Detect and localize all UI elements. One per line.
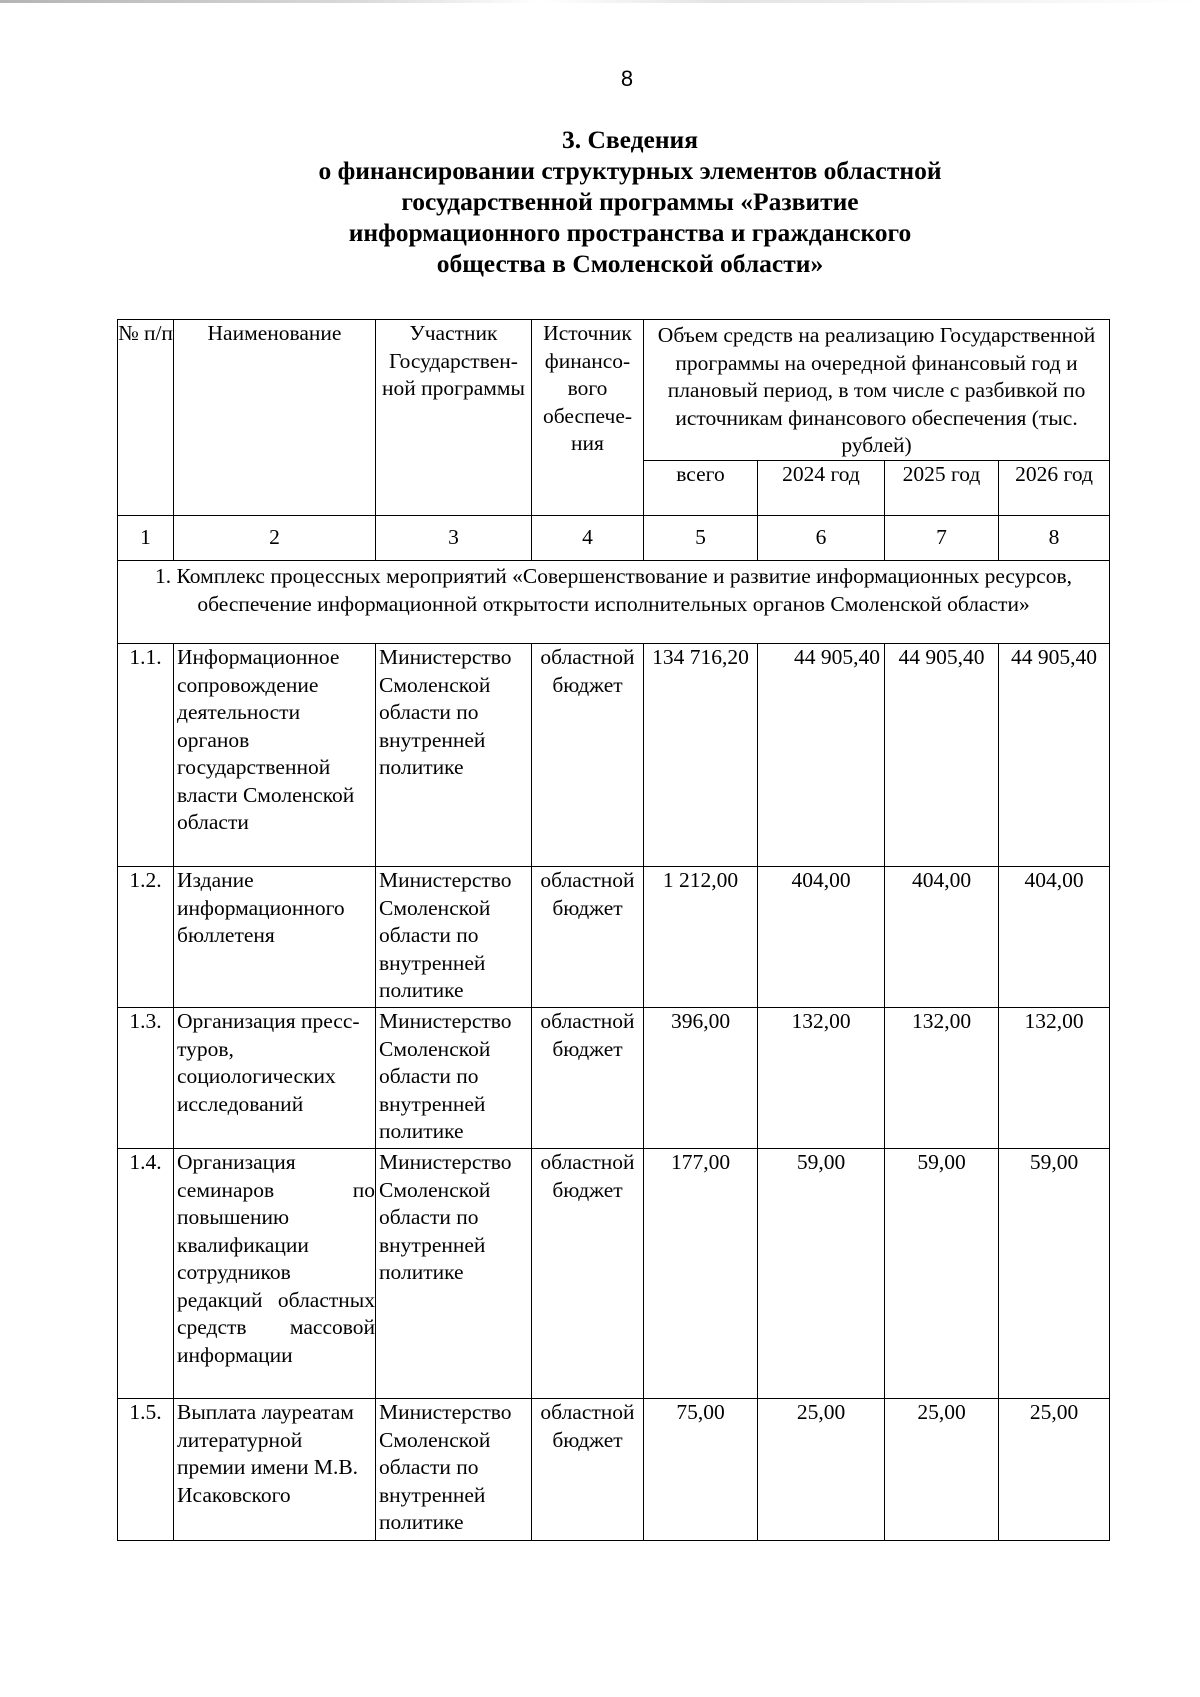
table-row (118, 1149, 1110, 1399)
row-name: Организация пресс-туров, социологических исследований (174, 1008, 376, 1149)
row-source: областной бюджет (532, 867, 644, 1008)
row-source: областной бюджет (532, 644, 644, 867)
table-row (118, 1399, 1110, 1541)
row-2026: 404,00 (999, 867, 1110, 1008)
table-row (118, 1008, 1110, 1149)
row-num: 1.1. (118, 644, 174, 867)
row-total: 177,00 (644, 1149, 758, 1399)
header-2025: 2025 год (885, 461, 999, 516)
header-volume: Объем средств на реализацию Государственной программы на очередной финансовый год и плановый период, в том числе с разбивкой по источникам финансового обеспечения (тыс. рублей) (644, 320, 1110, 461)
row-name: Организация семинаров по повышению квалификации сотрудников редакций областных средств массовой информации (174, 1149, 376, 1399)
row-num: 1.3. (118, 1008, 174, 1149)
row-num: 1.2. (118, 867, 174, 1008)
row-2026: 132,00 (999, 1008, 1110, 1149)
row-2024: 404,00 (758, 867, 885, 1008)
page-number: 8 (620, 66, 634, 91)
header-row (118, 320, 1110, 461)
column-number: 4 (532, 516, 644, 561)
header-total: всего (644, 461, 758, 516)
row-participant: Министерство Смоленской области по внутренней политике (376, 1149, 532, 1399)
row-participant: Министерство Смоленской области по внутренней политике (376, 867, 532, 1008)
column-number: 5 (644, 516, 758, 561)
row-name: Издание информационного бюллетеня (174, 867, 376, 1008)
section-row (118, 561, 1110, 644)
row-participant: Министерство Смоленской области по внутренней политике (376, 644, 532, 867)
section-title: 1. Комплекс процессных мероприятий «Совершенствование и развитие информационных ресурсов, обеспечение информационной открытости исполнительных органов Смоленской области» (118, 561, 1110, 644)
financing-table (117, 319, 1110, 1541)
title-line: о финансировании структурных элементов областной (318, 156, 942, 185)
row-2024: 59,00 (758, 1149, 885, 1399)
row-name: Информационное сопровождение деятельности органов государственной власти Смоленской области (174, 644, 376, 867)
row-2025: 59,00 (885, 1149, 999, 1399)
row-2024: 132,00 (758, 1008, 885, 1149)
row-2024: 25,00 (758, 1399, 885, 1541)
row-total: 396,00 (644, 1008, 758, 1149)
table-row (118, 867, 1110, 1008)
row-2024: 44 905,40 (758, 644, 885, 867)
row-total: 75,00 (644, 1399, 758, 1541)
row-num: 1.4. (118, 1149, 174, 1399)
header-name: Наименование (174, 320, 376, 516)
document-title (0, 124, 1200, 279)
row-2025: 132,00 (885, 1008, 999, 1149)
row-total: 1 212,00 (644, 867, 758, 1008)
row-source: областной бюджет (532, 1399, 644, 1541)
row-2026: 44 905,40 (999, 644, 1110, 867)
row-2025: 404,00 (885, 867, 999, 1008)
table-row (118, 644, 1110, 867)
title-line: 3. Сведения (561, 125, 699, 154)
header-participant: Участник Государствен-ной программы (376, 320, 532, 516)
column-number: 2 (174, 516, 376, 561)
row-participant: Министерство Смоленской области по внутренней политике (376, 1399, 532, 1541)
row-2025: 44 905,40 (885, 644, 999, 867)
column-number: 6 (758, 516, 885, 561)
row-source: областной бюджет (532, 1008, 644, 1149)
row-2025: 25,00 (885, 1399, 999, 1541)
header-2026: 2026 год (999, 461, 1110, 516)
title-line: государственной программы «Развитие (401, 187, 859, 216)
title-line: информационного пространства и гражданского (348, 218, 912, 247)
title-line: общества в Смоленской области» (436, 249, 824, 278)
row-2026: 25,00 (999, 1399, 1110, 1541)
header-2024: 2024 год (758, 461, 885, 516)
header-source: Источник финансо-вого обеспече-ния (532, 320, 644, 516)
row-participant: Министерство Смоленской области по внутренней политике (376, 1008, 532, 1149)
scan-edge (0, 0, 1200, 3)
column-number: 7 (885, 516, 999, 561)
row-2026: 59,00 (999, 1149, 1110, 1399)
row-num: 1.5. (118, 1399, 174, 1541)
column-number: 1 (118, 516, 174, 561)
row-name: Выплата лауреатам литературной премии имени М.В. Исаковского (174, 1399, 376, 1541)
row-total: 134 716,20 (644, 644, 758, 867)
header-num: № п/п (118, 320, 174, 516)
column-number: 3 (376, 516, 532, 561)
column-number-row (118, 516, 1110, 561)
column-number: 8 (999, 516, 1110, 561)
row-source: областной бюджет (532, 1149, 644, 1399)
